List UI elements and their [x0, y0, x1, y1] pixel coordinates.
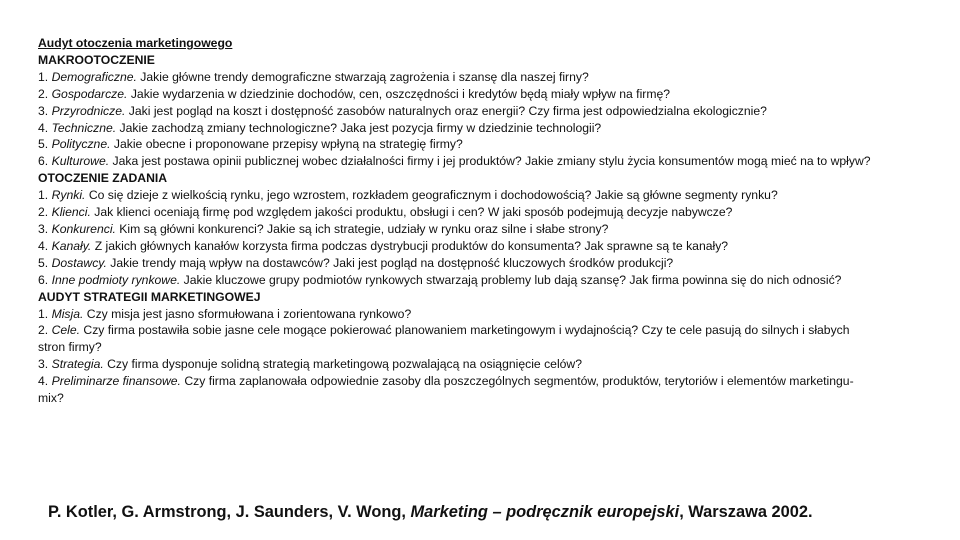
citation-authors: P. Kotler, G. Armstrong, J. Saunders, V. Wong, [48, 503, 411, 521]
list-item [38, 238, 878, 255]
item-number: 4. [38, 238, 52, 253]
citation-book-title: Marketing – podręcznik europejski [410, 503, 680, 521]
item-term: Techniczne. [51, 120, 117, 135]
item-term: Przyrodnicze. [51, 103, 126, 118]
item-text: Jakie obecne i proponowane przepisy wpłyną na strategię firmy? [110, 137, 463, 152]
list-item [38, 356, 878, 373]
item-number: 3. [38, 103, 52, 118]
document-title: Audyt otoczenia marketingowego [38, 36, 233, 50]
list-item [38, 255, 878, 272]
list-item [38, 153, 878, 170]
item-text: Czy firma postawiła sobie jasne cele mogące pokierować planowaniem marketingowym i wydajnością? Czy te cele pasują do silnych i słabych stron firmy? [38, 323, 850, 355]
section-strategy-audit [38, 289, 878, 407]
list-item [38, 136, 878, 153]
item-number: 4. [38, 120, 52, 135]
list-item [38, 272, 878, 289]
item-term: Inne podmioty rynkowe. [51, 272, 181, 287]
item-text: Jak klienci oceniają firmę pod względem jakości produktu, obsługi i cen? W jaki sposób podejmują decyzje nabywcze? [90, 205, 733, 220]
citation [48, 503, 928, 522]
item-term: Kanały. [51, 238, 92, 253]
item-number: 6. [38, 154, 52, 169]
list-item [38, 187, 878, 204]
list-item [38, 103, 878, 120]
item-text: Czy firma dysponuje solidną strategią marketingową pozwalającą na osiągnięcie celów? [103, 357, 583, 372]
item-term: Preliminarze finansowe. [51, 374, 181, 389]
item-text: Kim są główni konkurenci? Jakie są ich strategie, udziały w rynku oraz silne i słabe strony? [115, 221, 609, 236]
citation-publisher: , Warszawa 2002. [679, 503, 813, 521]
list-item [38, 221, 878, 238]
item-number: 3. [38, 357, 52, 372]
item-term: Demograficzne. [51, 69, 137, 84]
section-heading: AUDYT STRATEGII MARKETINGOWEJ [38, 289, 261, 304]
item-text: Czy firma zaplanowała odpowiednie zasoby dla poszczególnych segmentów, produktów, terytoriów i elementów marketingu-mix? [38, 374, 854, 406]
item-term: Strategia. [51, 357, 104, 372]
list-item [38, 204, 878, 221]
section-heading: OTOCZENIE ZADANIA [38, 171, 168, 186]
list-item [38, 306, 878, 323]
item-text: Jakie zachodzą zmiany technologiczne? Jaka jest pozycja firmy w dziedzinie technologii? [116, 120, 602, 135]
item-number: 2. [38, 323, 52, 338]
item-term: Polityczne. [51, 137, 111, 152]
section-heading: MAKROOTOCZENIE [38, 52, 155, 67]
item-text: Jaka jest postawa opinii publicznej wobec działalności firmy i jej produktów? Jakie zmiany stylu życia konsumentów mogą mieć na to wpływ? [109, 154, 871, 169]
list-item [38, 322, 878, 356]
item-number: 2. [38, 205, 52, 220]
item-number: 1. [38, 188, 52, 203]
item-text: Jaki jest pogląd na koszt i dostępność zasobów naturalnych oraz energii? Czy firma jest odpowiedzialna ekologicznie? [125, 103, 767, 118]
item-number: 1. [38, 69, 52, 84]
section-task [38, 170, 878, 288]
item-number: 4. [38, 374, 52, 389]
item-text: Czy misja jest jasno sformułowana i zorientowana rynkowo? [83, 306, 412, 321]
item-term: Misja. [51, 306, 84, 321]
item-term: Cele. [51, 323, 81, 338]
item-term: Konkurenci. [51, 221, 116, 236]
section-macro [38, 52, 878, 170]
item-term: Kulturowe. [51, 154, 110, 169]
list-item [38, 86, 878, 103]
item-number: 2. [38, 86, 52, 101]
list-item [38, 373, 878, 407]
item-term: Klienci. [51, 205, 91, 220]
item-text: Jakie wydarzenia w dziedzinie dochodów, cen, oszczędności i kredytów będą miały wpływ na firmę? [127, 86, 671, 101]
item-text: Z jakich głównych kanałów korzysta firma podczas dystrybucji produktów do konsumenta? Jak sprawne są te kanały? [91, 238, 729, 253]
item-number: 3. [38, 221, 52, 236]
list-item [38, 69, 878, 86]
document-body [38, 35, 878, 407]
item-text: Jakie kluczowe grupy podmiotów rynkowych stwarzają problemy lub dają szansę? Jak firma powinna się do nich odnosić? [180, 272, 842, 287]
item-text: Jakie główne trendy demograficzne stwarzają zagrożenia i szansę dla naszej firny? [136, 69, 589, 84]
item-term: Gospodarcze. [51, 86, 128, 101]
item-text: Jakie trendy mają wpływ na dostawców? Jaki jest pogląd na dostępność kluczowych środków produkcji? [106, 255, 674, 270]
item-term: Rynki. [51, 188, 86, 203]
item-number: 5. [38, 137, 52, 152]
item-text: Co się dzieje z wielkością rynku, jego wzrostem, rozkładem geograficznym i dochodowością? Jakie są główne segmenty rynku? [85, 188, 778, 203]
list-item [38, 120, 878, 137]
item-number: 5. [38, 255, 52, 270]
item-number: 1. [38, 306, 52, 321]
item-number: 6. [38, 272, 52, 287]
item-term: Dostawcy. [51, 255, 107, 270]
